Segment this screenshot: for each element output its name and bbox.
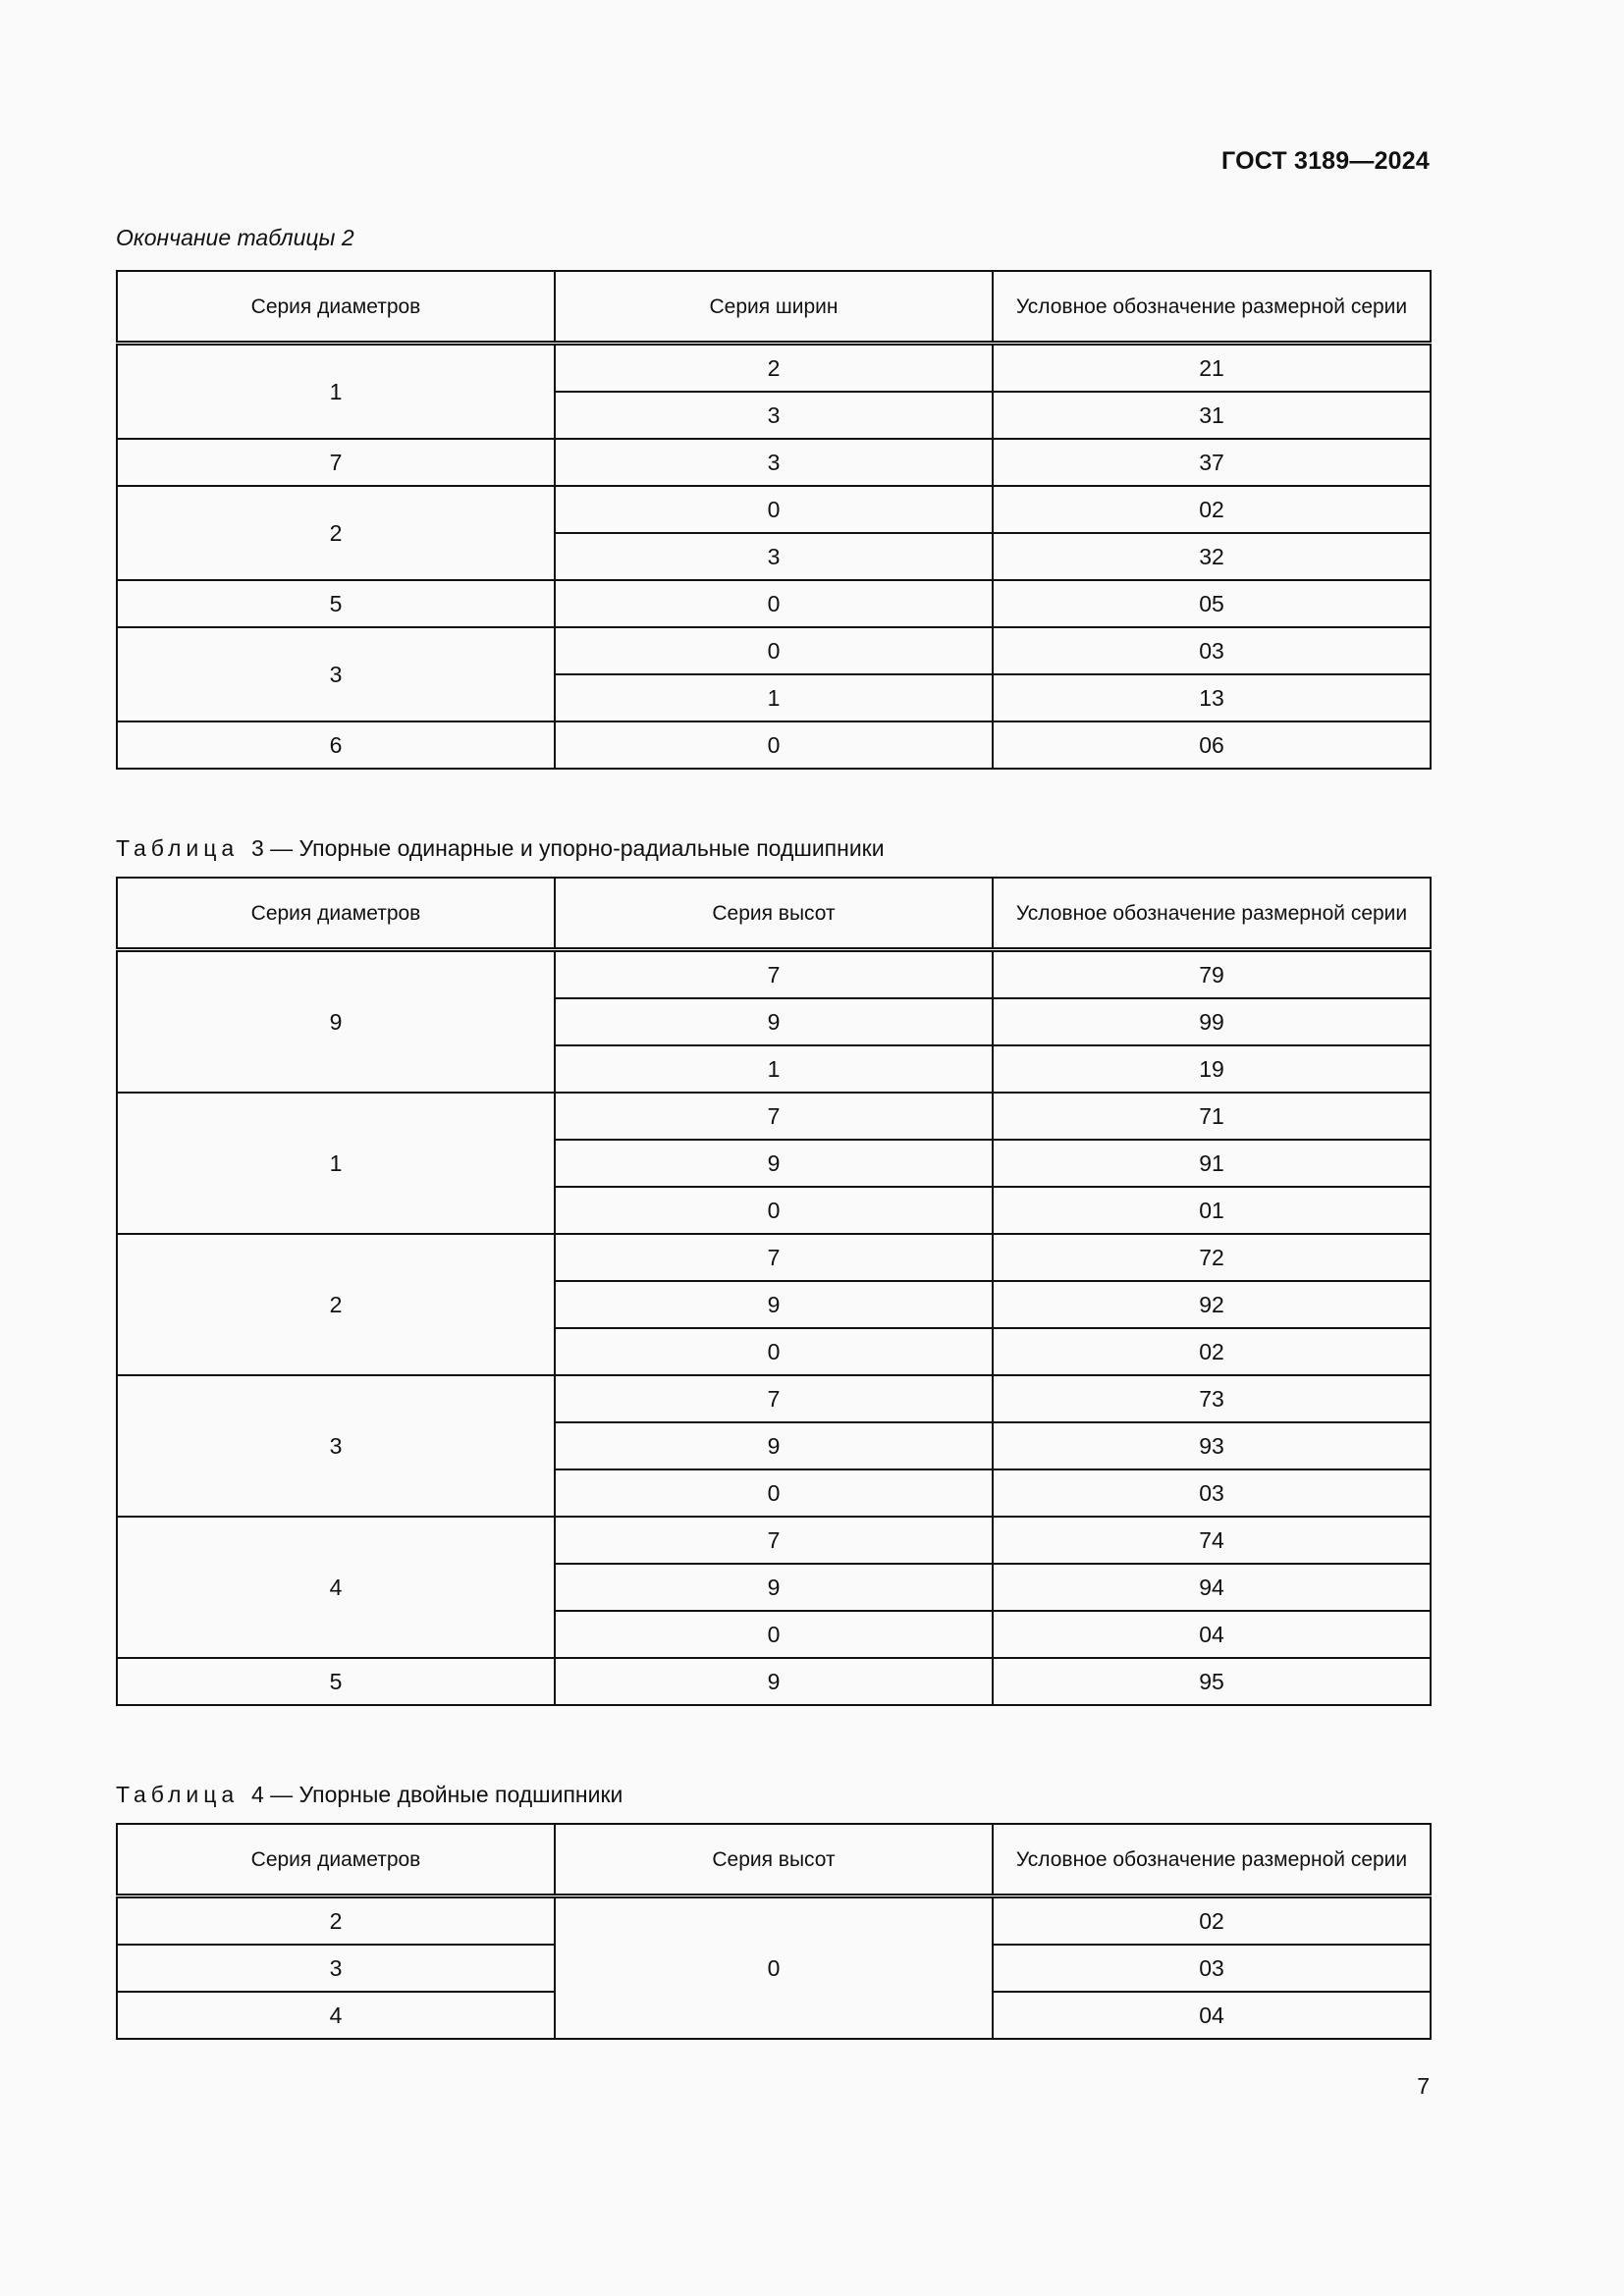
designation-cell: 37 [993,439,1431,486]
header-diameter-series: Серия диаметров [117,1824,555,1896]
designation-cell: 05 [993,580,1431,627]
header-height-series: Серия высот [555,878,993,950]
designation-cell: 32 [993,533,1431,580]
designation-cell: 93 [993,1422,1431,1469]
page-number: 7 [1417,2073,1430,2099]
height-series-cell: 7 [555,1093,993,1140]
header-diameter-series: Серия диаметров [117,878,555,950]
table-4 [116,1823,1432,2040]
height-series-cell: 9 [555,1658,993,1705]
diameter-series-cell: 3 [117,1375,555,1517]
diameter-series-cell: 3 [117,627,555,721]
designation-cell: 31 [993,392,1431,439]
designation-cell: 02 [993,1896,1431,1946]
height-series-cell: 9 [555,1422,993,1469]
width-series-cell: 3 [555,392,993,439]
designation-cell: 72 [993,1234,1431,1281]
designation-cell: 99 [993,998,1431,1045]
header-height-series: Серия высот [555,1824,993,1896]
table4-caption-word: Таблица [116,1782,240,1807]
designation-cell: 91 [993,1140,1431,1187]
height-series-cell: 0 [555,1896,993,2040]
designation-cell: 06 [993,721,1431,769]
designation-cell: 03 [993,1469,1431,1517]
table-2-end [116,270,1432,770]
diameter-series-cell: 4 [117,1517,555,1658]
diameter-series-cell: 5 [117,580,555,627]
designation-cell: 13 [993,674,1431,721]
diameter-series-cell: 4 [117,1992,555,2039]
table3-caption-title: 3 — Упорные одинарные и упорно-радиальные подшипники [250,835,885,861]
width-series-cell: 0 [555,721,993,769]
diameter-series-cell: 2 [117,1896,555,1946]
designation-cell: 92 [993,1281,1431,1328]
table-row [117,721,1431,769]
table-row [117,1234,1431,1281]
diameter-series-cell: 6 [117,721,555,769]
designation-cell: 04 [993,1992,1431,2039]
table-3 [116,877,1432,1706]
height-series-cell: 0 [555,1187,993,1234]
table-row [117,1896,1431,1946]
table-header-row [117,271,1431,344]
designation-cell: 19 [993,1045,1431,1093]
table-row [117,1375,1431,1422]
height-series-cell: 1 [555,1045,993,1093]
diameter-series-cell: 5 [117,1658,555,1705]
height-series-cell: 9 [555,1281,993,1328]
table4-caption-title: 4 — Упорные двойные подшипники [250,1782,623,1807]
designation-cell: 03 [993,1945,1431,1992]
width-series-cell: 0 [555,580,993,627]
table3-caption-word: Таблица [116,835,240,861]
diameter-series-cell: 3 [117,1945,555,1992]
diameter-series-cell: 9 [117,950,555,1094]
designation-cell: 71 [993,1093,1431,1140]
height-series-cell: 9 [555,1140,993,1187]
header-size-series-designation: Условное обозначение размерной серии [993,271,1431,344]
diameter-series-cell: 7 [117,439,555,486]
designation-cell: 21 [993,344,1431,393]
table-row [117,439,1431,486]
designation-cell: 79 [993,950,1431,999]
table3-caption [116,835,885,862]
diameter-series-cell: 1 [117,1093,555,1234]
height-series-cell: 9 [555,1564,993,1611]
designation-cell: 01 [993,1187,1431,1234]
designation-cell: 73 [993,1375,1431,1422]
table-row [117,1517,1431,1564]
designation-cell: 02 [993,1328,1431,1375]
table4-caption [116,1782,623,1808]
table-row [117,1658,1431,1705]
table-header-row [117,878,1431,950]
width-series-cell: 3 [555,533,993,580]
width-series-cell: 2 [555,344,993,393]
table2-continuation-caption: Окончание таблицы 2 [116,225,354,250]
diameter-series-cell: 1 [117,344,555,440]
designation-cell: 74 [993,1517,1431,1564]
designation-cell: 02 [993,486,1431,533]
document-code: ГОСТ 3189—2024 [1221,147,1430,175]
table-row [117,580,1431,627]
designation-cell: 03 [993,627,1431,674]
table-row [117,950,1431,999]
diameter-series-cell: 2 [117,1234,555,1375]
diameter-series-cell: 2 [117,486,555,580]
table-row [117,627,1431,674]
height-series-cell: 7 [555,1517,993,1564]
height-series-cell: 0 [555,1611,993,1658]
height-series-cell: 0 [555,1469,993,1517]
height-series-cell: 7 [555,1234,993,1281]
height-series-cell: 7 [555,1375,993,1422]
header-size-series-designation: Условное обозначение размерной серии [993,878,1431,950]
height-series-cell: 7 [555,950,993,999]
width-series-cell: 3 [555,439,993,486]
width-series-cell: 1 [555,674,993,721]
designation-cell: 94 [993,1564,1431,1611]
table-row [117,486,1431,533]
table-row [117,344,1431,393]
width-series-cell: 0 [555,627,993,674]
width-series-cell: 0 [555,486,993,533]
height-series-cell: 0 [555,1328,993,1375]
designation-cell: 04 [993,1611,1431,1658]
header-width-series: Серия ширин [555,271,993,344]
table-header-row [117,1824,1431,1896]
header-size-series-designation: Условное обозначение размерной серии [993,1824,1431,1896]
header-diameter-series: Серия диаметров [117,271,555,344]
designation-cell: 95 [993,1658,1431,1705]
height-series-cell: 9 [555,998,993,1045]
table-row [117,1093,1431,1140]
